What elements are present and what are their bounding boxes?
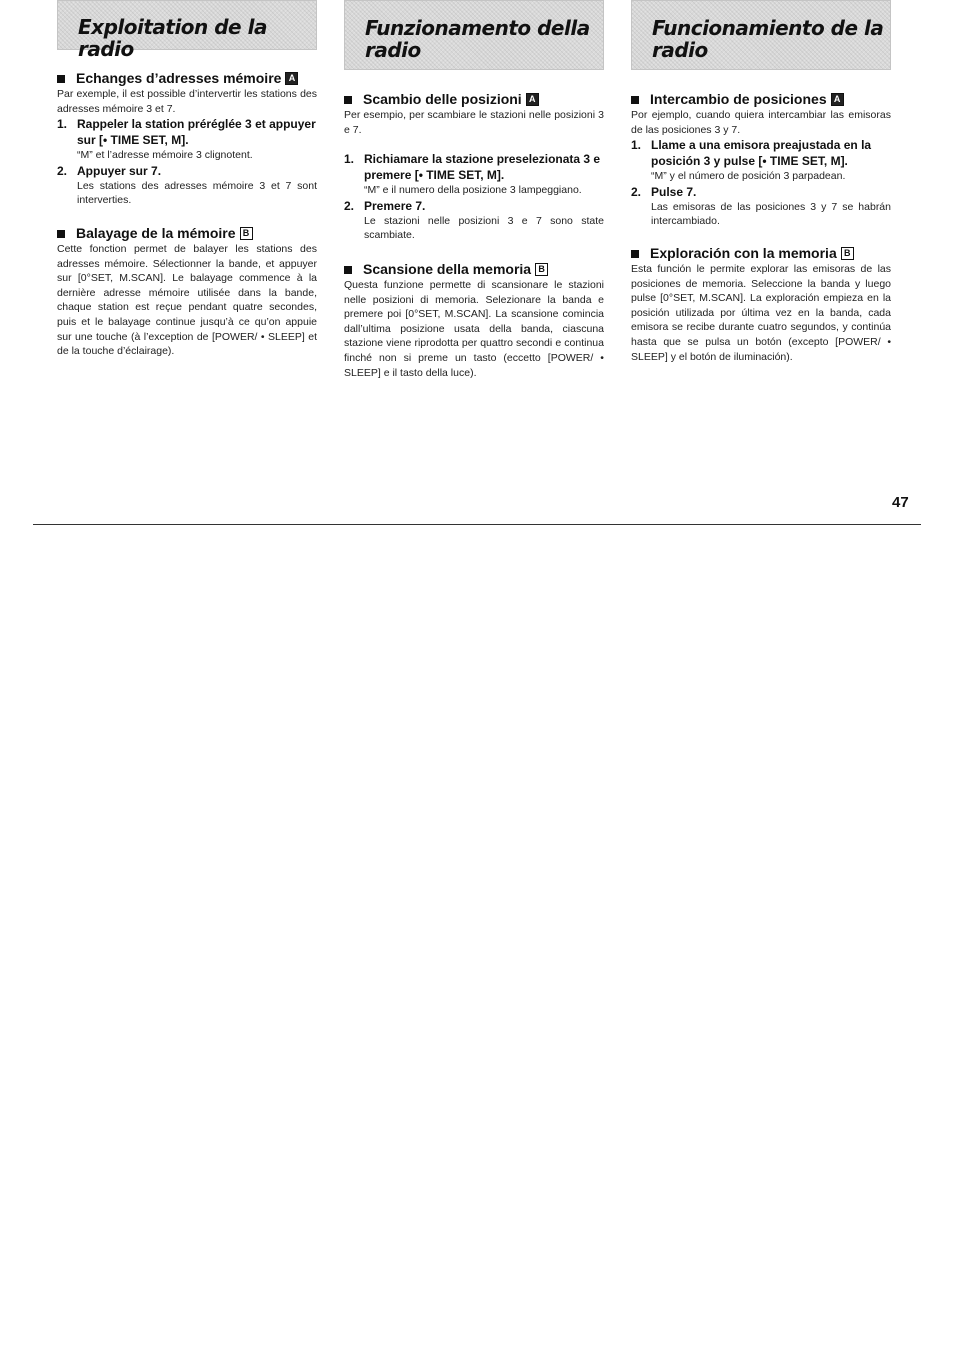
section-banner bbox=[344, 0, 604, 70]
body-text: Cette fonction permet de balayer les stations des adresses mémoire. Sélectionner la bande, et appuyer sur [0°SET, M.SCAN]. Le balayage commence à la dernière adresse mémoire utilisée dans la bande, chaque station est reçue pendant quatre secondes, puis et le balayage continue jusqu’à ce qu’on appuie sur une touche (à l’exception de [POWER/ • SLEEP] et de la touche d’éclairage). bbox=[57, 243, 317, 358]
section-banner bbox=[57, 0, 317, 61]
mode-b-icon: B bbox=[240, 227, 253, 240]
step-body: “M” e il numero della posizione 3 lampeggiano. bbox=[364, 184, 582, 197]
mode-a-icon: A bbox=[526, 93, 539, 106]
mode-a-icon: A bbox=[831, 93, 844, 106]
step-title: 2. Premere 7. bbox=[344, 198, 426, 213]
square-bullet-icon bbox=[344, 266, 352, 274]
column-french bbox=[57, 0, 317, 358]
step-title: 2. Pulse 7. bbox=[631, 184, 697, 199]
section-heading: Intercambio de posiciones A bbox=[631, 91, 891, 108]
section-heading: Balayage de la mémoire B bbox=[57, 225, 317, 242]
page-number: 47 bbox=[892, 494, 909, 511]
step-body: Las emisoras de las posiciones 3 y 7 se habrán intercambiado. bbox=[651, 200, 891, 228]
body-text: Esta función le permite explorar las emisoras de las posiciones de memoria. Seleccione la banda y luego pulse [0°SET, M.SCAN]. La exploración empieza en la posición utilizada por última vez en la banda, cada emisora se recibe durante cuatro segundos, y continúa hasta que se pulsa un botón (excepto [POWER/ • SLEEP] y el botón de iluminación). bbox=[631, 263, 891, 363]
step-title: 2. Appuyer sur 7. bbox=[57, 163, 162, 178]
section-memory-scan bbox=[344, 261, 604, 380]
step-title: 1. Richiamare la stazione preselezionata 3 e premere [• TIME SET, M]. bbox=[344, 152, 601, 183]
square-bullet-icon bbox=[57, 230, 65, 238]
banner-title: Funcionamiento de la radio bbox=[652, 16, 884, 62]
column-spanish bbox=[631, 0, 891, 363]
section-heading: Scansione della memoria B bbox=[344, 261, 604, 278]
square-bullet-icon bbox=[344, 96, 352, 104]
section-banner bbox=[631, 0, 891, 70]
intro-text: Per esempio, per scambiare le stazioni nelle posizioni 3 e 7. bbox=[344, 109, 604, 136]
column-italian bbox=[344, 0, 604, 379]
section-memory-scan bbox=[631, 245, 891, 364]
step-body: “M” y el número de posición 3 parpadean. bbox=[651, 170, 846, 183]
banner-title: Exploitation de la radio bbox=[78, 15, 267, 61]
section-memory-exchange bbox=[344, 91, 604, 243]
section-memory-exchange bbox=[57, 70, 317, 208]
step-body: “M” et l’adresse mémoire 3 clignotent. bbox=[77, 149, 253, 162]
mode-b-icon: B bbox=[841, 247, 854, 260]
step-title: 1. Rappeler la station préréglée 3 et appuyer sur [• TIME SET, M]. bbox=[57, 117, 316, 148]
body-text: Questa funzione permette di scansionare le stazioni nelle posizioni di memoria. Selezionare la banda e premere poi [0°SET, M.SCAN]. La scansione comincia dall’ultima posizione usata della banda, ciascuna stazione viene riprodotta per quattro secondi e continua finché non si preme un tasto (eccetto [POWER/ • SLEEP] e il tasto della luce). bbox=[344, 279, 604, 379]
step-body: Les stations des adresses mémoire 3 et 7 sont interverties. bbox=[77, 179, 317, 207]
step-title: 1. Llame a una emisora preajustada en la posición 3 y pulse [• TIME SET, M]. bbox=[631, 138, 872, 169]
section-heading: Echanges d’adresses mémoire A bbox=[57, 70, 317, 87]
mode-a-icon: A bbox=[285, 72, 298, 85]
mode-b-icon: B bbox=[535, 263, 548, 276]
square-bullet-icon bbox=[57, 75, 65, 83]
step-body: Le stazioni nelle posizioni 3 e 7 sono state scambiate. bbox=[364, 214, 604, 242]
intro-text: Par exemple, il est possible d’intervertir les stations des adresses mémoire 3 et 7. bbox=[57, 88, 317, 115]
horizontal-rule bbox=[33, 524, 921, 525]
section-heading: Exploración con la memoria B bbox=[631, 245, 891, 262]
banner-title: Funzionamento della radio bbox=[365, 16, 590, 62]
square-bullet-icon bbox=[631, 250, 639, 258]
section-memory-scan bbox=[57, 225, 317, 359]
section-heading: Scambio delle posizioni A bbox=[344, 91, 604, 108]
square-bullet-icon bbox=[631, 96, 639, 104]
section-memory-exchange bbox=[631, 91, 891, 229]
intro-text: Por ejemplo, cuando quiera intercambiar las emisoras de las posiciones 3 y 7. bbox=[631, 109, 891, 136]
